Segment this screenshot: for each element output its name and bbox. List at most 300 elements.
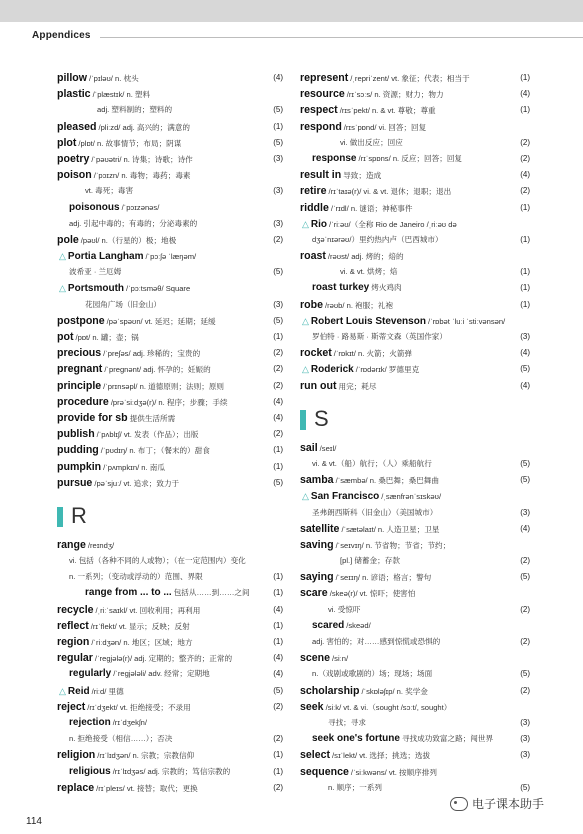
right-column [300, 70, 530, 796]
entry-continuation [300, 634, 530, 650]
unit-reference: (1) [273, 766, 283, 776]
entry-line [300, 70, 530, 86]
unit-reference: (5) [520, 475, 530, 485]
page-number: 114 [26, 816, 42, 827]
entry-line [300, 183, 530, 199]
unit-reference: (5) [520, 669, 530, 679]
definition: /rəʊst/ adj. 烤的；焙的 [327, 252, 404, 262]
entry-continuation [57, 102, 283, 118]
definition: /ˈregjələ(r)/ adj. 定期的；整齐的；正常的 [94, 654, 233, 664]
headword: resource [300, 88, 345, 101]
unit-reference: (1) [273, 750, 283, 760]
definition: vi. & vt. 烘烤；焙 [340, 267, 398, 277]
entry-line [57, 394, 283, 410]
unit-reference: (2) [520, 556, 530, 566]
definition: /siːk/ vt. & vi.（sought /sɔːt/, sought） [325, 702, 452, 712]
unit-reference: (2) [520, 604, 530, 614]
headword: regular [57, 652, 93, 665]
unit-reference: (1) [520, 267, 530, 277]
definition: /rɪˈpleɪs/ vt. 接替；取代；更换 [96, 783, 198, 793]
entry-line [57, 618, 283, 634]
unit-reference: (1) [273, 121, 283, 131]
proper-noun-triangle-icon: △ [59, 251, 66, 262]
entry-line [57, 666, 283, 682]
headword: regularly [69, 668, 112, 680]
entry-line [57, 345, 283, 361]
headword: pleased [57, 120, 97, 133]
entry-line [57, 602, 283, 618]
headword: precious [57, 347, 102, 360]
entry-line [57, 329, 283, 345]
unit-reference: (4) [520, 348, 530, 358]
unit-reference: (3) [273, 218, 283, 228]
entry-line [300, 345, 530, 361]
definition: /ˈriːdʒən/ n. 地区；区域；地方 [91, 638, 193, 647]
definition: /ˈriːəʊ/（全称 Rio de Janeiro /ˌriːəʊ də [329, 219, 457, 229]
watermark [450, 795, 544, 812]
definition: /skeəd/ [346, 620, 371, 630]
unit-reference: (1) [520, 73, 530, 82]
unit-reference: (3) [520, 507, 530, 517]
definition: /ˌrepriˈzent/ vt. 象征；代表；相当于 [350, 74, 470, 83]
headword: provide for sb [57, 411, 128, 424]
section-letter: R [71, 502, 87, 528]
entry-line [300, 618, 530, 634]
entry-line [57, 764, 283, 780]
definition: 包括从……到……之间 [173, 588, 250, 598]
unit-reference: (4) [273, 73, 283, 82]
definition: /rəʊb/ n. 袍服；礼袍 [324, 300, 394, 310]
headword: pumpkin [57, 460, 102, 473]
definition: vi. 做出反应；回应 [340, 137, 403, 147]
entry-line [57, 475, 283, 491]
section-letter: S [314, 405, 329, 431]
definition: /ˈsæmbə/ n. 桑巴舞；桑巴舞曲 [335, 476, 439, 486]
entry-continuation [300, 553, 530, 569]
definition: /ˈsiːkwəns/ vt. 按顺序排列 [350, 767, 437, 777]
entry-line [57, 70, 283, 86]
unit-reference: (1) [520, 299, 530, 309]
unit-reference: (1) [273, 461, 283, 471]
definition: /siːn/ [332, 654, 349, 664]
unit-reference: (2) [520, 637, 530, 646]
entry-line [300, 200, 530, 216]
definition: n. 一系列；（变动或浮动的）范围、界限 [69, 572, 203, 582]
proper-noun-triangle-icon: △ [302, 364, 309, 375]
entry-line [57, 699, 283, 715]
headword: range [57, 538, 86, 551]
headword: plot [57, 136, 77, 149]
definition: vi. 受惊吓 [328, 604, 361, 614]
definition: /pəˈsjuː/ vt. 追求；致力于 [94, 478, 180, 488]
entry-line [57, 426, 283, 442]
headword: Robert Louis Stevenson [310, 315, 426, 327]
definition: /rɪˈtaɪə(r)/ vi. & vt. 退休；退职；退出 [328, 187, 452, 197]
unit-reference: (4) [273, 604, 283, 614]
entry-line [300, 683, 530, 699]
entry-line [300, 280, 530, 296]
section-header [57, 501, 283, 535]
unit-reference: (5) [520, 572, 530, 582]
entry-line [300, 167, 530, 183]
unit-reference: (1) [273, 572, 283, 582]
entry-continuation [300, 456, 530, 472]
entry-line [300, 537, 530, 553]
entry-continuation [300, 264, 530, 280]
headword: replace [57, 781, 95, 794]
headword: religion [57, 749, 96, 762]
definition: /ˈsætəlaɪt/ n. 人造卫星；卫星 [341, 524, 440, 534]
entry-line [57, 200, 283, 216]
headword: poison [57, 169, 92, 182]
proper-noun-triangle-icon: △ [59, 283, 66, 294]
headword: select [300, 749, 331, 762]
entry-line [300, 248, 530, 264]
unit-reference: (1) [273, 588, 283, 598]
entry-line [300, 440, 530, 456]
headword: religious [69, 765, 111, 777]
unit-reference: (5) [273, 477, 283, 487]
headword: sail [300, 441, 318, 454]
headword: scare [300, 587, 328, 600]
entry-line [300, 102, 530, 118]
unit-reference: (4) [273, 653, 283, 663]
top-bar [0, 0, 583, 22]
headword: scholarship [300, 684, 360, 697]
entry-line [57, 86, 283, 102]
entry-continuation [300, 715, 530, 731]
headword: rocket [300, 347, 332, 360]
definition: /ˈplæstɪk/ n. 塑料 [92, 90, 151, 100]
headword: pot [57, 331, 74, 343]
section-header [300, 404, 530, 438]
entry-line [57, 459, 283, 475]
headword: Portsmouth [67, 283, 125, 295]
entry-continuation [300, 329, 530, 345]
headword: procedure [57, 395, 109, 408]
definition: 寻找；寻求 [328, 717, 366, 727]
entry-line [57, 715, 283, 731]
headword: sequence [300, 765, 349, 778]
headword: plastic [57, 88, 91, 101]
unit-reference: (4) [273, 669, 283, 679]
unit-reference: (2) [273, 782, 283, 792]
headword: result in [300, 169, 342, 182]
entry-continuation [57, 569, 283, 585]
definition: /ˈprɪnsəpl/ n. 道德原则；法则；原则 [103, 381, 225, 391]
unit-reference: (5) [273, 315, 283, 325]
headword: saving [300, 538, 334, 551]
headword: reject [57, 700, 86, 713]
definition: /pəʊl/ n.（行星的）极；地极 [80, 235, 177, 245]
headword: roast [300, 250, 326, 263]
entry-line [57, 537, 283, 553]
entry-line [300, 731, 530, 747]
definition: /ˈpʌblɪʃ/ vt. 发表（作品）；出版 [96, 430, 199, 440]
entry-line [300, 361, 530, 377]
entry-line [57, 313, 283, 329]
unit-reference: (5) [273, 685, 283, 695]
definition: 花园角广场（旧金山） [85, 299, 161, 309]
entry-continuation [57, 297, 283, 313]
unit-reference: (5) [520, 458, 530, 468]
headword: riddle [300, 201, 329, 214]
entry-line [300, 297, 530, 313]
unit-reference: (3) [520, 734, 530, 744]
definition: /ˈrɪdl/ n. 谜语；神秘事件 [330, 203, 413, 213]
headword: pudding [57, 444, 99, 457]
headword: San Francisco [310, 491, 380, 503]
definition: 用完；耗尽 [338, 381, 377, 391]
unit-reference: (2) [273, 734, 283, 744]
entry-continuation [57, 264, 283, 280]
entry-line [300, 650, 530, 666]
definition: 罗伯特 · 路易斯 · 斯蒂文森（英国作家） [312, 332, 447, 341]
unit-reference: (1) [273, 445, 283, 455]
definition: /prəˈsiːdʒə(r)/ n. 程序；步骤；手续 [110, 397, 228, 407]
entry-line [300, 313, 530, 329]
proper-noun-triangle-icon: △ [59, 685, 66, 696]
headword: run out [300, 379, 337, 392]
headword: poisonous [69, 201, 120, 213]
definition: /pliːzd/ adj. 高兴的；满意的 [98, 122, 191, 132]
unit-reference: (2) [273, 234, 283, 244]
definition: n. 拒绝接受（相信……）；否决 [69, 734, 173, 744]
entry-line [300, 151, 530, 167]
headword: retire [300, 185, 327, 198]
entry-line [300, 521, 530, 537]
headword: satellite [300, 522, 340, 535]
entry-line [57, 650, 283, 666]
headword: pregnant [57, 363, 103, 376]
entry-line [300, 86, 530, 102]
definition: /ˈpregnənt/ adj. 怀孕的；妊娠的 [104, 365, 211, 375]
headword: reflect [57, 619, 89, 632]
definition: 提供生活所需 [129, 413, 176, 423]
entry-continuation [300, 666, 530, 682]
entry-line [57, 119, 283, 135]
entry-continuation [57, 553, 283, 569]
unit-reference: (3) [273, 153, 283, 163]
definition: /pɒt/ n. 罐；壶；锅 [75, 333, 139, 342]
definition: /rɪˈdʒekt/ vt. 拒绝接受；不录用 [87, 702, 191, 712]
definition: adj. 害怕的；对……感到惊慌或恐惧的 [312, 637, 441, 646]
entry-line [57, 280, 283, 296]
unit-reference: (2) [520, 186, 530, 196]
entry-line [57, 135, 283, 151]
entry-continuation [300, 135, 530, 151]
entry-continuation [57, 216, 283, 232]
definition: /ˈpreʃəs/ adj. 珍稀的；宝贵的 [103, 349, 201, 359]
definition: adj. 塑料制的；塑料的 [97, 105, 173, 115]
headword: samba [300, 474, 334, 487]
entry-line [300, 747, 530, 763]
definition: /rɪˈlɪdʒəs/ adj. 宗教的；笃信宗教的 [112, 766, 231, 776]
entry-line [57, 410, 283, 426]
unit-reference: (5) [273, 267, 283, 277]
headword: range from ... to ... [85, 587, 172, 599]
header-divider [100, 37, 583, 38]
unit-reference: (2) [520, 685, 530, 695]
definition: /reɪndʒ/ [87, 540, 115, 550]
headword: pillow [57, 72, 88, 84]
unit-reference: (1) [520, 202, 530, 212]
headword: Portia Langham [67, 251, 144, 263]
definition: /rɪsˈpɒnd/ vi. 回答；回复 [343, 122, 427, 132]
unit-reference: (5) [273, 137, 283, 147]
entry-line [57, 232, 283, 248]
page-header-title: Appendices [32, 30, 91, 41]
section-marker [300, 410, 306, 430]
entry-line [300, 488, 530, 504]
headword: Roderick [310, 364, 354, 376]
entry-line [57, 151, 283, 167]
entry-continuation [300, 602, 530, 618]
headword: seek one's fortune [312, 733, 400, 745]
headword: pursue [57, 476, 93, 489]
headword: scared [312, 619, 345, 631]
unit-reference: (2) [273, 364, 283, 374]
entry-continuation [57, 731, 283, 747]
headword: rejection [69, 716, 111, 728]
entry-line [57, 167, 283, 183]
definition: /ˈpɔːʃə ˈlæŋəm/ [145, 252, 197, 262]
entry-line [57, 634, 283, 650]
entry-line [57, 585, 283, 601]
unit-reference: (3) [520, 332, 530, 341]
headword: postpone [57, 314, 105, 327]
definition: /ˈpʊdɪŋ/ n. 布丁；（餐末的）甜食 [100, 446, 210, 456]
entry-continuation [300, 505, 530, 521]
definition: /ˈregjələli/ adv. 经常；定期地 [113, 669, 210, 679]
headword: poetry [57, 152, 90, 165]
definition: /ˈrɒdərɪk/ 罗德里克 [355, 365, 420, 375]
definition: /rɪˈdʒekʃn/ [112, 717, 147, 727]
unit-reference: (1) [520, 234, 530, 244]
unit-reference: (5) [273, 105, 283, 115]
headword: response [312, 152, 357, 164]
unit-reference: (1) [273, 620, 283, 630]
unit-reference: (2) [273, 348, 283, 358]
definition: /ˈpʌmpkɪn/ n. 南瓜 [103, 462, 165, 472]
headword: principle [57, 379, 102, 392]
entry-line [57, 780, 283, 796]
definition: /plɒt/ n. 故事情节；布局；阴谋 [78, 138, 182, 148]
headword: publish [57, 428, 95, 441]
entry-continuation [300, 232, 530, 248]
definition: /rɪsˈpekt/ n. & vt. 尊敬；尊重 [339, 106, 436, 116]
unit-reference: (2) [520, 137, 530, 147]
headword: seek [300, 700, 324, 713]
unit-reference: (4) [273, 412, 283, 422]
unit-reference: (3) [520, 717, 530, 727]
proper-noun-triangle-icon: △ [302, 218, 309, 229]
proper-noun-triangle-icon: △ [302, 315, 309, 326]
definition: /ˈpɔːtsməθ/ Square [126, 284, 191, 294]
entry-line [300, 119, 530, 135]
definition: vi. 包括（各种不同的人或物）；（在一定范围内）变化 [69, 556, 246, 566]
definition: [pl.] 储蓄金；存款 [340, 556, 400, 566]
definition: /ˌsænfrənˈsɪskəʊ/ [381, 492, 442, 502]
unit-reference: (1) [520, 105, 530, 115]
definition: 圣弗朗西斯科（旧金山）（美国城市） [312, 507, 438, 517]
unit-reference: (4) [520, 380, 530, 390]
headword: roast turkey [312, 282, 370, 294]
entry-line [300, 585, 530, 601]
headword: respect [300, 104, 338, 117]
headword: represent [300, 72, 349, 84]
entry-line [57, 361, 283, 377]
unit-reference: (4) [273, 396, 283, 406]
headword: Reid [67, 685, 90, 697]
definition: /rɪˈsɔːs/ n. 资源；财力；物力 [346, 90, 444, 100]
definition: /ˈpəʊətri/ n. 诗集；诗歌；诗作 [91, 154, 193, 164]
entry-line [57, 747, 283, 763]
definition: /ˈpɪləʊ/ n. 枕头 [89, 74, 139, 83]
unit-reference: (2) [273, 429, 283, 439]
entry-line [300, 569, 530, 585]
unit-reference: (3) [273, 186, 283, 196]
entry-line [300, 764, 530, 780]
entry-continuation [57, 183, 283, 199]
definition: /ˈrɒbət ˈluːi ˈstiːvənsən/ [427, 316, 506, 326]
headword: recycle [57, 603, 94, 616]
definition: /riːd/ 里德 [91, 686, 124, 696]
entry-line [57, 683, 283, 699]
definition: /sɪˈlekt/ vt. 选择；挑选；选拔 [332, 751, 431, 761]
unit-reference: (2) [273, 701, 283, 711]
definition: 烤火鸡肉 [371, 283, 402, 293]
entry-line [300, 216, 530, 232]
entry-line [300, 378, 530, 394]
definition: /ˈpɔɪzn/ n. 毒物；毒药；毒素 [93, 171, 191, 181]
headword: region [57, 636, 90, 648]
headword: scene [300, 652, 331, 665]
unit-reference: (4) [520, 89, 530, 99]
entry-line [300, 699, 530, 715]
unit-reference: (2) [273, 380, 283, 390]
section-marker [57, 507, 63, 527]
definition: n.（戏剧或歌剧的）场；现场；场面 [312, 669, 433, 679]
definition: /ˌriːˈsaɪkl/ vt. 回收利用；再利用 [95, 605, 201, 615]
left-column [57, 70, 283, 796]
unit-reference: (4) [520, 523, 530, 533]
headword: pole [57, 233, 79, 246]
definition: /skeə(r)/ vt. 惊吓；使害怕 [329, 589, 416, 599]
definition: /ˈpɔɪzənəs/ [121, 202, 160, 212]
definition: vi. & vt.（船）航行；（人）乘船航行 [312, 458, 432, 468]
definition: dʒəˈnɪərəʊ/）里约热内卢（巴西城市） [312, 234, 443, 244]
entry-line [300, 472, 530, 488]
definition: /rɪˈspɒns/ n. 反应；回答；回复 [358, 153, 463, 163]
entry-line [57, 378, 283, 394]
unit-reference: (3) [273, 299, 283, 309]
definition: /ˈseɪvɪŋ/ n. 节省物；节省；节约； [335, 540, 451, 550]
definition: /pəˈspəʊn/ vt. 延迟；延期；延缓 [106, 316, 216, 326]
definition: 波希亚 · 兰厄姆 [69, 267, 122, 277]
entry-line [57, 442, 283, 458]
unit-reference: (1) [273, 332, 283, 341]
unit-reference: (1) [273, 637, 283, 646]
definition: adj. 引起中毒的；有毒的；分泌毒素的 [69, 218, 198, 228]
entry-line [57, 248, 283, 264]
proper-noun-triangle-icon: △ [302, 491, 309, 502]
wechat-icon [450, 797, 468, 811]
watermark-text: 电子课本助手 [472, 797, 545, 811]
headword: respond [300, 120, 342, 133]
headword: saying [300, 571, 334, 584]
definition: /ˈseɪɪŋ/ n. 谚语；格言；警句 [335, 573, 432, 583]
